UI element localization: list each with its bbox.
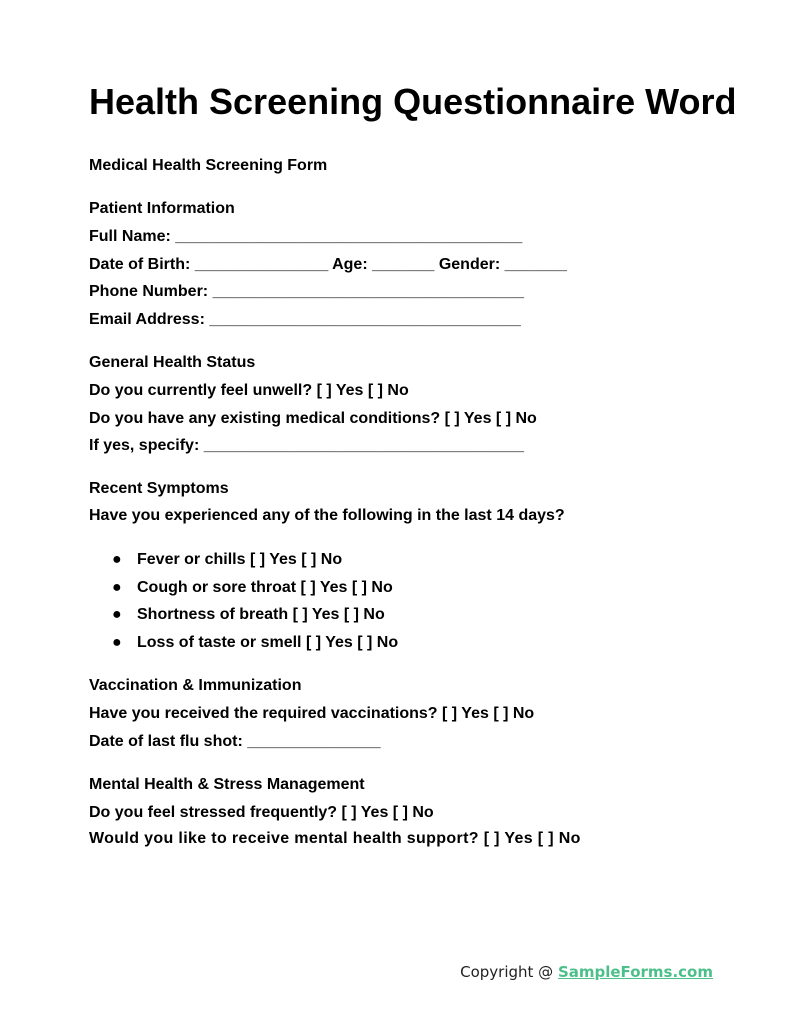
mental-heading: Mental Health & Stress Management: [89, 776, 365, 793]
page-title: Health Screening Questionnaire Word: [89, 81, 737, 122]
bullet-icon: ●: [112, 579, 122, 596]
unwell-question[interactable]: Do you currently feel unwell? [ ] Yes [ ] No: [89, 382, 409, 399]
symptoms-question: Have you experienced any of the following in the last 14 days?: [89, 507, 565, 524]
symptom-item[interactable]: Fever or chills [ ] Yes [ ] No: [137, 551, 343, 568]
specify-field[interactable]: If yes, specify: ____________________________________: [89, 437, 525, 454]
flu-shot-field[interactable]: Date of last flu shot: _______________: [89, 733, 381, 750]
conditions-question[interactable]: Do you have any existing medical conditions? [ ] Yes [ ] No: [89, 410, 537, 427]
sampleforms-link[interactable]: SampleForms.com: [557, 963, 713, 981]
general-heading: General Health Status: [89, 354, 256, 371]
symptom-item[interactable]: Shortness of breath [ ] Yes [ ] No: [137, 606, 385, 623]
support-question[interactable]: Would you like to receive mental health support? [ ] Yes [ ] No: [89, 830, 581, 847]
vaccination-question[interactable]: Have you received the required vaccinations? [ ] Yes [ ] No: [89, 705, 535, 722]
form-title: Medical Health Screening Form: [89, 157, 328, 174]
symptom-item[interactable]: Loss of taste or smell [ ] Yes [ ] No: [137, 634, 399, 651]
dob-age-gender-field[interactable]: Date of Birth: _______________ Age: _______ Gender: _______: [89, 256, 567, 273]
bullet-icon: ●: [112, 634, 122, 651]
footer-copyright: [460, 962, 713, 982]
symptoms-heading: Recent Symptoms: [89, 480, 229, 497]
stress-question[interactable]: Do you feel stressed frequently? [ ] Yes [ ] No: [89, 804, 434, 821]
full-name-field[interactable]: Full Name: _______________________________________: [89, 228, 523, 245]
vaccination-heading: Vaccination & Immunization: [89, 677, 302, 694]
bullet-icon: ●: [112, 551, 122, 568]
phone-field[interactable]: Phone Number: ___________________________________: [89, 283, 525, 300]
copyright-text: Copyright @: [460, 963, 558, 981]
symptom-item[interactable]: Cough or sore throat [ ] Yes [ ] No: [137, 579, 393, 596]
email-field[interactable]: Email Address: ___________________________________: [89, 311, 521, 328]
patient-heading: Patient Information: [89, 200, 235, 217]
bullet-icon: ●: [112, 606, 122, 623]
